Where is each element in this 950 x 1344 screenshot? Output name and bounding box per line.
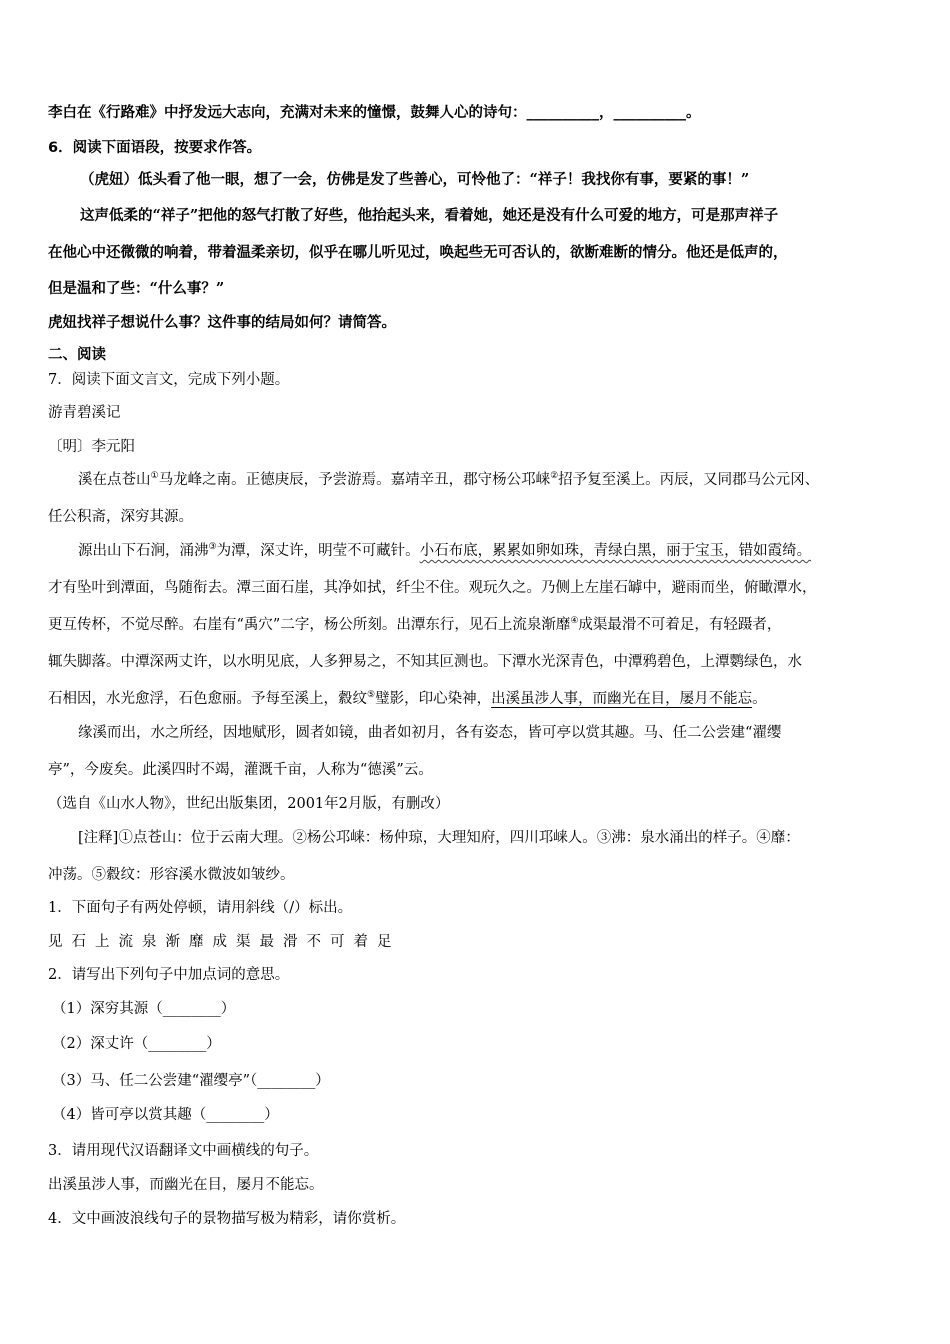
sub1-prompt: 1．下面句子有两处停顿，请用斜线（/）标出。 (48, 900, 353, 916)
text-run: 成渠最滑不可着足，有轻蹑者， (578, 617, 782, 633)
note-mark: ① (150, 471, 159, 482)
sub1-sentence: 见石上流泉渐靡成渠最滑不可着足 (48, 934, 401, 950)
essay-p2-line-4: 辄失脚落。中潭深两丈许，以水明见底，人多狎易之，不知其叵测也。下潭水光深青色，中潭鸦碧色，上潭鹦绿色，水 (48, 654, 802, 670)
sub4-prompt: 4．文中画波浪线句子的景物描写极为精彩，请你赏析。 (48, 1211, 406, 1227)
q6-passage-line-1: （虎妞）低头看了他一眼，想了一会，仿佛是发了些善心，可怜他了：“祥子！我找你有事，要紧的事！” (80, 171, 750, 188)
q5-end-punct: 。 (686, 104, 701, 121)
text-run: 璧影，印心染神， (375, 691, 492, 707)
underlined-sentence: 出溪虽涉人事，而幽光在目，屡月不能忘 (491, 691, 753, 707)
essay-p3-line-2: 亭”，今废矣。此溪四时不竭，灌溉千亩，人称为“德溪”云。 (48, 762, 433, 778)
note-mark: ③ (208, 542, 217, 553)
text-run: 石相因，水光愈浮，石色愈丽。予每至溪上，縠纹 (48, 691, 367, 707)
essay-p1-line-1 (78, 470, 819, 490)
q5-separator: ， (599, 104, 614, 121)
text-run: 更互传杯，不觉尽醉。右崖有“禹穴”二字，杨公所刻。出潭东行，见石上流泉渐靡 (48, 617, 571, 633)
sub2-item-4: （4）皆可亭以赏其趣（________） (52, 1107, 279, 1123)
sub2-item-1: （1）深穷其源（________） (52, 1001, 236, 1017)
essay-p2-line-2: 才有坠叶到潭面，鸟随衔去。潭三面石崖，其净如拭，纤尘不住。观玩久之。乃侧上左崖石罅中，避雨而坐，俯瞰潭水， (48, 580, 817, 596)
essay-p3-line-1: 缘溪而出，水之所经，因地赋形，圆者如镜，曲者如初月，各有姿态，皆可亭以赏其趣。马、任二公尝建“濯缨 (78, 725, 782, 741)
notes-line-2: 冲荡。⑤縠纹：形容溪水微波如皱纱。 (48, 867, 295, 883)
text-run: 马龙峰之南。正德庚辰，予尝游焉。嘉靖辛丑，郡守杨公邛崃 (158, 472, 551, 488)
note-mark: ⑤ (367, 690, 376, 701)
q6-title: 6．阅读下面语段，按要求作答。 (48, 140, 262, 156)
q5-line (48, 103, 701, 123)
essay-source: （选自《山水人物》，世纪出版集团，2001年2月版，有删改） (48, 796, 450, 812)
essay-p2-line-3 (48, 615, 781, 635)
essay-author: 〔明〕李元阳 (48, 439, 135, 455)
essay-title: 游青碧溪记 (48, 405, 121, 421)
q6-question: 虎妞找祥子想说什么事？这件事的结局如何？请简答。 (48, 314, 396, 331)
sub2-item-3: （3）马、任二公尝建“濯缨亭”（________） (52, 1073, 330, 1089)
essay-p1-line-2: 任公积斋，深穷其源。 (48, 509, 193, 525)
text-run: 源出山下石涧，涌沸 (78, 543, 209, 559)
essay-p2-line-1 (78, 541, 811, 561)
q7-title: 7．阅读下面文言文，完成下列小题。 (48, 372, 290, 388)
sub2-prompt: 2．请写出下列句子中加点词的意思。 (48, 967, 290, 983)
text-run: 溪在点苍山 (78, 472, 151, 488)
sub3-sentence: 出溪虽涉人事，而幽光在目，屡月不能忘。 (48, 1177, 324, 1193)
q5-blank-2[interactable]: __________ (613, 104, 686, 121)
wavy-underlined-sentence: 小石布底，累累如卵如珠，青绿白黑，丽于宝玉，错如霞绮。 (419, 543, 812, 559)
sub3-prompt: 3．请用现代汉语翻译文中画横线的句子。 (48, 1143, 319, 1159)
text-run: 为潭，深丈许，明莹不可藏针。 (216, 543, 420, 559)
note-mark: ④ (570, 616, 579, 627)
q6-passage-line-4: 但是温和了些：“什么事？” (48, 280, 225, 297)
q6-passage-line-3: 在他心中还微微的响着，带着温柔亲切，似乎在哪儿听见过，唤起些无可否认的，欲断难断的情分。他还是低声的， (48, 244, 788, 261)
q6-passage-line-2: 这声低柔的“祥子”把他的怒气打散了好些，他抬起头来，看着她，她还是没有什么可爱的地方，可是那声祥子 (80, 207, 779, 224)
essay-p2-line-5 (48, 689, 767, 709)
q5-blank-1[interactable]: __________ (526, 104, 599, 121)
text-run: 招予复至溪上。丙辰，又同郡马公元冈、 (558, 472, 820, 488)
sub2-item-2: （2）深丈许（________） (52, 1036, 221, 1052)
notes-line-1: [注释]①点苍山：位于云南大理。②杨公邛崃：杨仲琼，大理知府，四川邛崃人。③沸：泉水涌出的样子。④靡： (78, 830, 800, 846)
note-mark: ② (550, 471, 559, 482)
section-heading: 二、阅读 (48, 347, 106, 363)
q5-prompt: 李白在《行路难》中抒发远大志向，充满对未来的憧憬，鼓舞人心的诗句： (48, 104, 527, 121)
text-run: 。 (752, 691, 767, 707)
